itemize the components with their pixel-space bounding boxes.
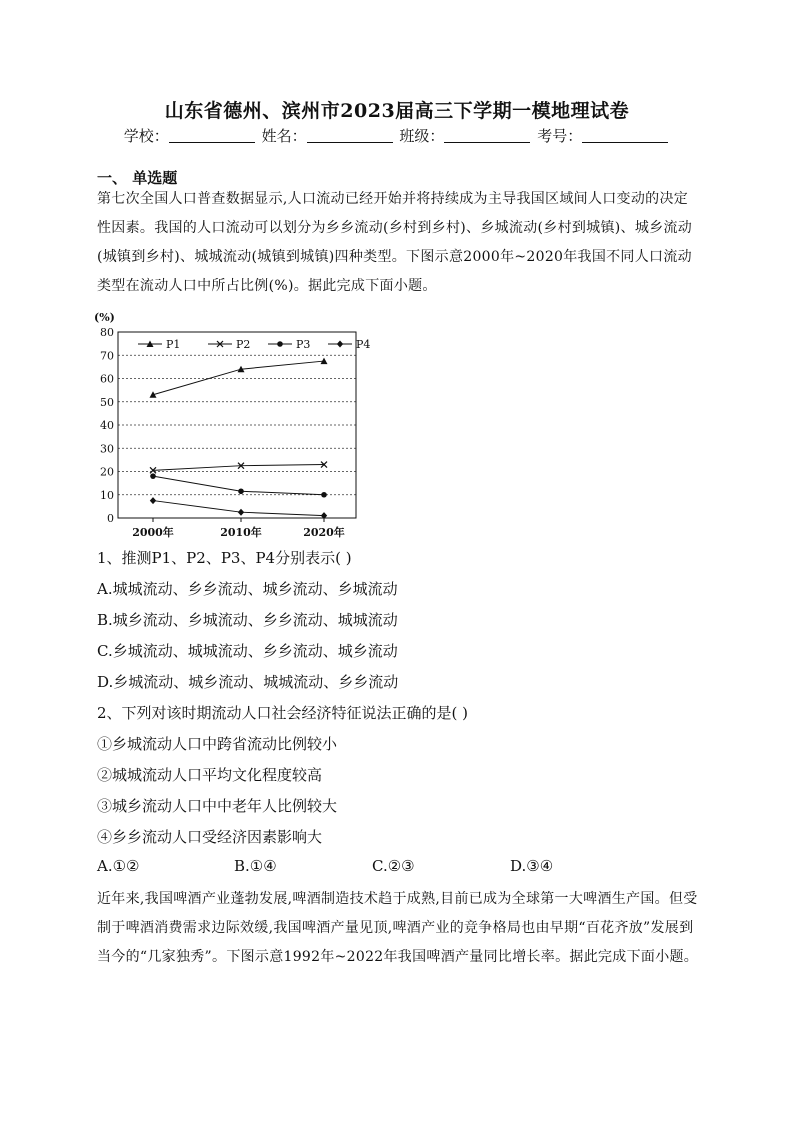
section-heading: 一、 单选题 bbox=[97, 169, 178, 187]
class-blank[interactable] bbox=[444, 128, 530, 143]
chart-axes bbox=[94, 311, 356, 538]
data-point-p4 bbox=[238, 509, 244, 516]
y-tick-label: 60 bbox=[100, 372, 114, 386]
class-label: 班级： bbox=[399, 127, 445, 145]
exam-title: 山东省德州、滨州市2023届高三下学期一模地理试卷 bbox=[164, 100, 630, 122]
question-2-choice-d[interactable]: D.③④ bbox=[510, 857, 554, 875]
school-blank[interactable] bbox=[169, 128, 255, 143]
question-2-choice-c[interactable]: C.②③ bbox=[372, 857, 415, 875]
y-tick-label: 50 bbox=[100, 395, 114, 409]
passage-beer: 近年来,我国啤酒产业蓬勃发展,啤酒制造技术趋于成熟,目前已成为全球第一大啤酒生产国。但受制于啤酒消费需求边际效缓,我国啤酒产量见顶,啤酒产业的竞争格局也由早期“百花齐放”发展到当今的“几家独秀”。下图示意1992年~2022年我国啤酒产量同比增长率。据此完成下面小题。 bbox=[97, 891, 699, 965]
question-2-stem: 2、下列对该时期流动人口社会经济特征说法正确的是( ) bbox=[97, 704, 469, 722]
x-tick-label: 2020年 bbox=[303, 526, 345, 538]
y-tick-label: 30 bbox=[100, 442, 114, 456]
question-2-statement-2: ②城城流动人口平均文化程度较高 bbox=[97, 766, 323, 784]
question-1-option-b[interactable]: B.城乡流动、乡城流动、乡乡流动、城城流动 bbox=[97, 611, 398, 629]
question-2-statement-1: ①乡城流动人口中跨省流动比例较小 bbox=[97, 735, 338, 753]
data-point-p4 bbox=[150, 497, 156, 504]
data-point-p3 bbox=[150, 473, 156, 479]
question-2-choice-b[interactable]: B.①④ bbox=[234, 857, 277, 875]
data-point-p3 bbox=[321, 492, 327, 498]
data-point-p3 bbox=[238, 488, 244, 494]
x-tick-label: 2010年 bbox=[220, 526, 262, 538]
name-blank[interactable] bbox=[307, 128, 393, 143]
series-line-p4 bbox=[153, 501, 324, 516]
exam-number-label: 考号： bbox=[537, 127, 583, 145]
y-tick-label: 40 bbox=[100, 419, 114, 432]
question-1-option-a[interactable]: A.城城流动、乡乡流动、城乡流动、乡城流动 bbox=[97, 580, 398, 598]
y-tick-label: 80 bbox=[100, 326, 114, 339]
legend-label-p4: P4 bbox=[356, 338, 371, 351]
y-tick-label: 70 bbox=[100, 349, 114, 363]
y-tick-label: 10 bbox=[100, 488, 114, 502]
y-axis-label: (%) bbox=[94, 311, 115, 324]
legend-label-p1: P1 bbox=[166, 338, 181, 351]
question-2-statement-4: ④乡乡流动人口受经济因素影响大 bbox=[97, 828, 323, 846]
question-1-stem: 1、推测P1、P2、P3、P4分别表示( ) bbox=[97, 549, 352, 567]
student-info-line bbox=[0, 125, 794, 146]
name-label: 姓名： bbox=[261, 127, 307, 145]
question-2-choice-a[interactable]: A.①② bbox=[97, 857, 140, 875]
chart-legend bbox=[138, 338, 370, 351]
legend-label-p3: P3 bbox=[296, 338, 311, 351]
y-tick-label: 20 bbox=[100, 465, 114, 479]
population-flow-chart bbox=[88, 308, 378, 538]
question-2-statement-3: ③城乡流动人口中中老年人比例较大 bbox=[97, 797, 338, 815]
exam-number-blank[interactable] bbox=[582, 128, 668, 143]
question-1-option-d[interactable]: D.乡城流动、城乡流动、城城流动、乡乡流动 bbox=[97, 673, 399, 691]
question-1-option-c[interactable]: C.乡城流动、城城流动、乡乡流动、城乡流动 bbox=[97, 642, 398, 660]
series-line-p1 bbox=[153, 361, 324, 395]
school-label: 学校： bbox=[123, 127, 169, 145]
passage-population: 第七次全国人口普查数据显示,人口流动已经开始并将持续成为主导我国区域间人口变动的决定性因素。我国的人口流动可以划分为乡乡流动(乡村到乡村)、乡城流动(乡村到城镇)、城乡流动(城镇到乡村)、城城流动(城镇到城镇)四种类型。下图示意2000年~2020年我国不同人口流动类型在流动人口中所占比例(%)。据此完成下面小题。 bbox=[97, 191, 693, 294]
x-tick-label: 2000年 bbox=[132, 526, 174, 538]
legend-marker-p4 bbox=[337, 341, 343, 348]
legend-label-p2: P2 bbox=[236, 338, 251, 351]
y-tick-label: 0 bbox=[107, 512, 114, 525]
legend-marker-p3 bbox=[277, 341, 283, 347]
